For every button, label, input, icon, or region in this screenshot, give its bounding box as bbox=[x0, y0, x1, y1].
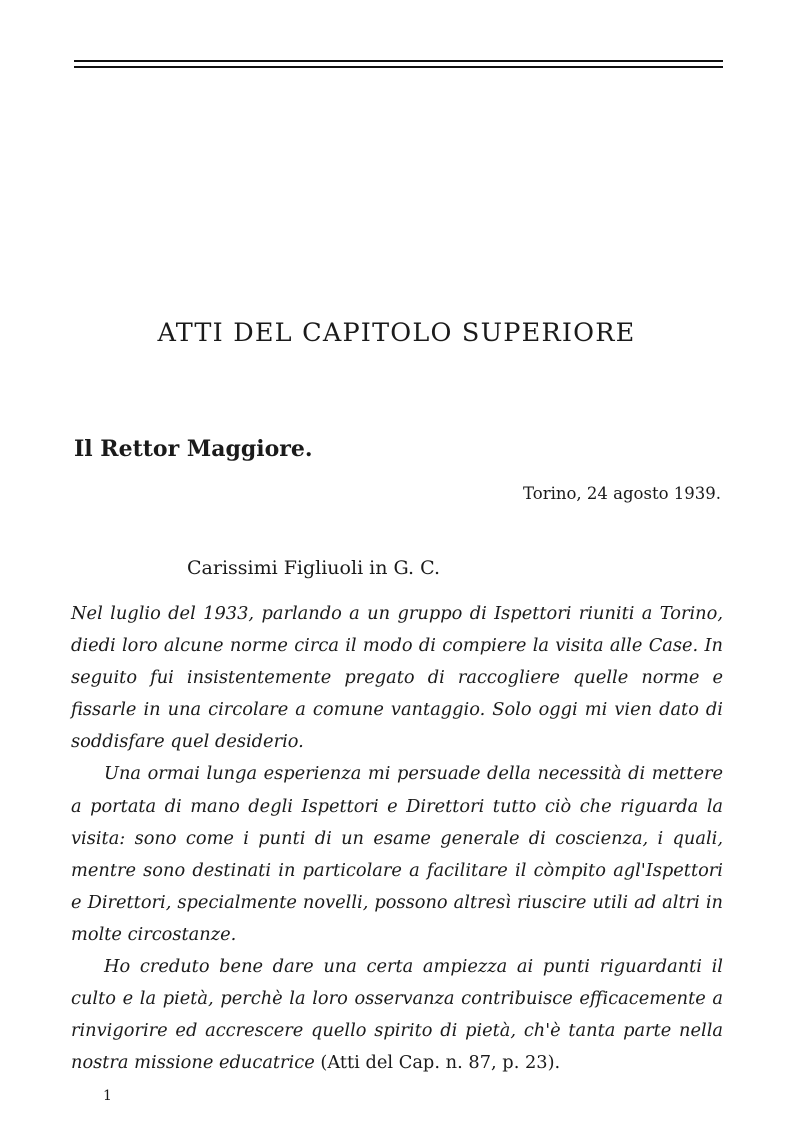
citation: (Atti del Cap. n. 87, p. 23). bbox=[320, 1052, 561, 1074]
paragraph-3 bbox=[71, 951, 723, 1079]
page-title: ATTI DEL CAPITOLO SUPERIORE bbox=[157, 318, 636, 348]
section-heading: Il Rettor Maggiore. bbox=[74, 436, 313, 462]
page-mark: 1 bbox=[103, 1088, 112, 1104]
paragraph-3-text: Ho creduto bene dare una certa ampiezza ai punti riguardanti il culto e la pietà, perchè la loro osservanza contribuisce efficacemente a rinvigorire ed accrescere quello spirito di pietà, ch'è tanta parte nella nostra missione educatrice bbox=[71, 956, 723, 1074]
letter-body bbox=[71, 598, 723, 1079]
paragraph-1: Nel luglio del 1933, parlando a un gruppo di Ispettori riuniti a Torino, diedi loro alcune norme circa il modo di compiere la visita alle Case. In seguito fui insistentemente pregato di raccogliere quelle norme e fissarle in una circolare a comune vantaggio. Solo oggi mi vien dato di soddisfare quel desiderio. bbox=[71, 603, 723, 753]
letter-salutation: Carissimi Figliuoli in G. C. bbox=[187, 557, 441, 579]
letter-date: Torino, 24 agosto 1939. bbox=[523, 484, 721, 503]
header-rule-bottom bbox=[74, 66, 723, 68]
header-rule-top bbox=[74, 60, 723, 62]
paragraph-2: Una ormai lunga esperienza mi persuade della necessità di mettere a portata di mano degli Ispettori e Direttori tutto ciò che riguarda la visita: sono come i punti di un esame generale di coscienza, i quali, mentre sono destinati in particolare a facilitare il còmpito agl'Ispettori e Direttori, specialmente novelli, possono altresì riuscire utili ad altri in molte circostanze. bbox=[71, 763, 723, 945]
